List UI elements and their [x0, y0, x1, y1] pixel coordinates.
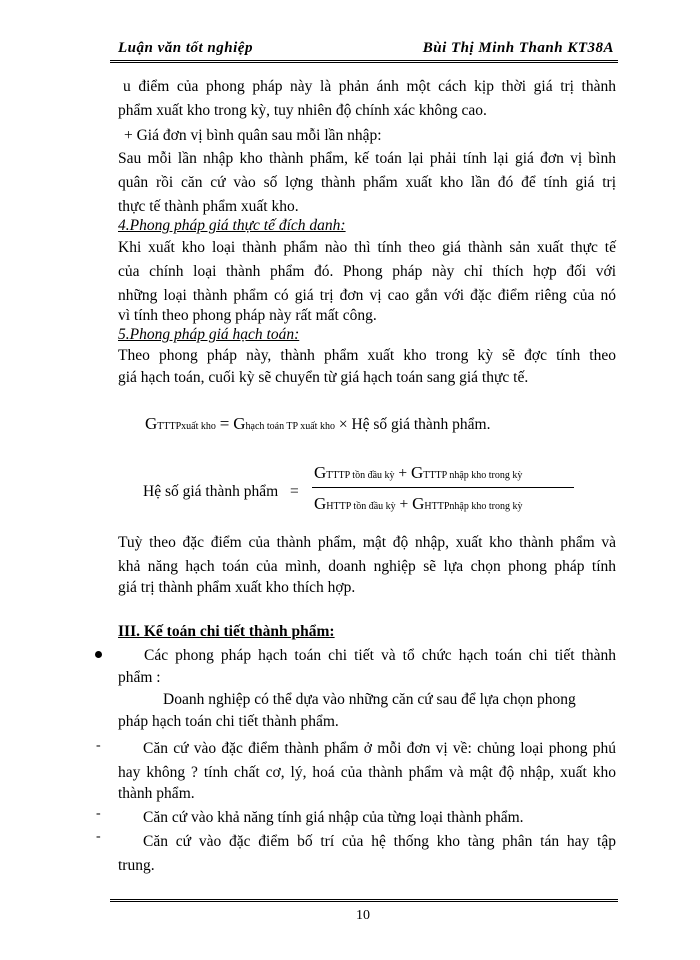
para4-line2: của chính loại thành phẩm đó. Phong pháp này chỉ thích hợp đối với — [118, 263, 616, 280]
formula2-num-g1: G — [314, 463, 327, 482]
para3-line3: thực tế thành phẩm xuất kho. — [118, 198, 299, 215]
bullet1-line3: Doanh nghiệp có thể dựa vào những căn cứ sau để lựa chọn phong — [163, 691, 576, 708]
dash1-line2: hay không ? tính chất cơ, lý, hoá của thành phẩm và mật độ nhập, xuất kho — [118, 764, 616, 781]
header-right-author: Bùi Thị Minh Thanh KT38A — [422, 40, 614, 56]
formula1-times: × — [338, 416, 348, 433]
formula1-rest: Hệ số giá thành phẩm. — [351, 416, 491, 433]
header-left-title: Luận văn tốt nghiệp — [118, 40, 253, 56]
para2: + Giá đơn vị bình quân sau mỗi lần nhập: — [124, 127, 382, 144]
dash1-line3: thành phẩm. — [118, 785, 195, 802]
para5-line1: Theo phong pháp này, thành phẩm xuất kho trong kỳ sẽ đợc tính theo — [118, 347, 616, 364]
footer-rule-2 — [110, 901, 618, 902]
header-rule — [110, 60, 618, 61]
formula2-num-plus: + — [398, 465, 408, 482]
formula1-sub2: hạch toán TP xuất kho — [245, 421, 335, 432]
formula2-den-g1: G — [314, 494, 327, 513]
para6-line3: giá trị thành phẩm xuất kho thích hợp. — [118, 579, 356, 596]
bullet1-line2: phẩm : — [118, 669, 161, 686]
bullet1-line1: Các phong pháp hạch toán chi tiết và tổ chức hạch toán chi tiết thành — [144, 647, 616, 664]
formula2-lhs: Hệ số giá thành phẩm — [143, 483, 279, 500]
formula2-den-s2: HTTPnhập kho trong kỳ — [424, 501, 523, 512]
bullet-dot-icon — [95, 651, 102, 658]
dash3-line2: trung. — [118, 857, 155, 874]
dash1-line1: Căn cứ vào đặc điểm thành phẩm ở mỗi đơn vị về: chủng loại phong phú — [143, 740, 616, 757]
formula2-den-g2: G — [412, 494, 425, 513]
dash3-line1: Căn cứ vào đặc điểm bố trí của hệ thống kho tàng phân tán hay tập — [143, 833, 616, 850]
formula2-num-s1: TTTP tồn đầu kỳ — [326, 470, 395, 481]
dash-1: - — [96, 738, 101, 753]
formula2-den-s1: HTTP tồn đầu kỳ — [326, 501, 396, 512]
formula2-numerator — [314, 463, 522, 486]
formula1-sub1: TTTPxuất kho — [157, 421, 216, 432]
para4-line3: những loại thành phẩm có giá trị đơn vị cao gắn với đặc điểm riêng của nó — [118, 287, 616, 304]
para4-line1: Khi xuất kho loại thành phẩm nào thì tính theo giá thành sản xuất thực tế — [118, 239, 616, 256]
dash2-line: Căn cứ vào khả năng tính giá nhập của từng loại thành phẩm. — [143, 809, 524, 826]
para3-line1: Sau mỗi lần nhập kho thành phẩm, kế toán lại phải tính lại giá đơn vị bình — [118, 150, 616, 167]
fraction-bar — [312, 487, 574, 488]
formula1-g2: G — [233, 414, 246, 433]
formula2-num-g2: G — [411, 463, 424, 482]
formula1-g1: G — [145, 414, 158, 433]
para3-line2: quân rồi căn cứ vào số lợng thành phẩm xuất kho lần đó để tính giá trị — [118, 174, 616, 191]
formula1-eq: = — [219, 414, 230, 433]
dash-3: - — [96, 829, 101, 844]
para6-line2: khả năng hạch toán của mình, doanh nghiệp sẽ lựa chọn phong pháp tính — [118, 558, 616, 575]
dash-2: - — [96, 806, 101, 821]
formula2-eq: = — [290, 483, 299, 500]
page-number: 10 — [356, 908, 370, 923]
footer-rule — [110, 899, 618, 900]
formula2-den-plus: + — [399, 496, 409, 513]
header-rule-2 — [110, 62, 618, 63]
formula-1 — [145, 414, 491, 437]
para6-line1: Tuỳ theo đặc điểm của thành phẩm, mật độ nhập, xuất kho thành phẩm và — [118, 534, 616, 551]
heading-4: 4.Phong pháp giá thực tế đích danh: — [118, 217, 346, 234]
para1-line1: u điểm của phong pháp này là phản ánh một cách kịp thời giá trị thành — [123, 78, 616, 95]
formula2-denominator — [314, 494, 522, 517]
formula2-num-s2: TTTP nhập kho trong kỳ — [423, 470, 523, 481]
heading-5: 5.Phong pháp giá hạch toán: — [118, 326, 300, 343]
para1-line2: phẩm xuất kho trong kỳ, tuy nhiên độ chính xác không cao. — [118, 102, 487, 119]
para4-line4: vì tính theo phong pháp này rất mất công. — [118, 307, 377, 324]
section3-heading: III. Kế toán chi tiết thành phẩm: — [118, 623, 335, 640]
para5-line2: giá hạch toán, cuối kỳ sẽ chuyển từ giá hạch toán sang giá thực tế. — [118, 369, 529, 386]
bullet1-line4: pháp hạch toán chi tiết thành phẩm. — [118, 713, 339, 730]
